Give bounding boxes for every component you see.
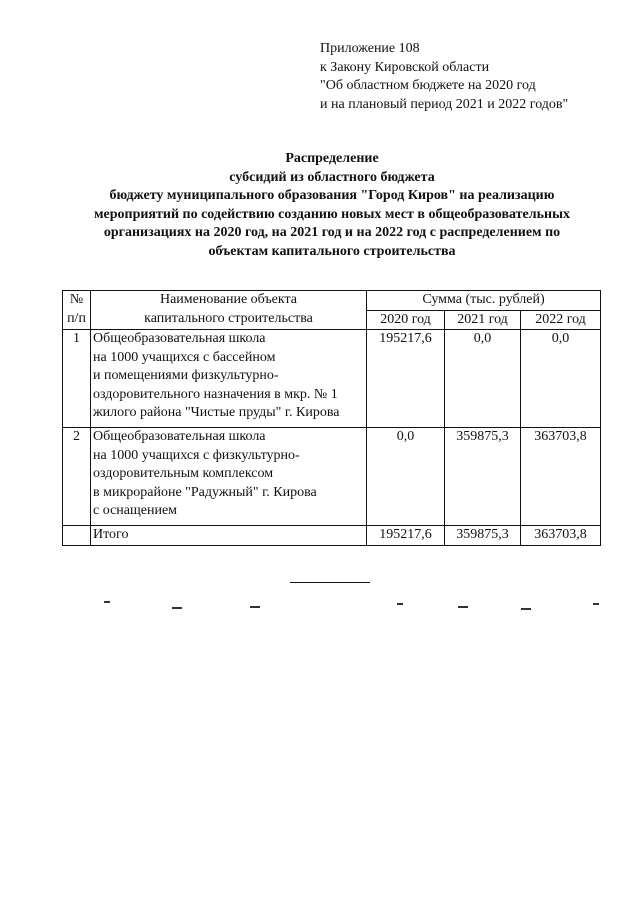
total-value-2021: 359875,3 — [445, 526, 521, 546]
appendix-header — [320, 40, 568, 114]
scan-speck — [397, 603, 403, 605]
table-header-row-1 — [63, 291, 601, 311]
row-value-2021: 359875,3 — [445, 428, 521, 526]
table-row — [63, 428, 601, 526]
total-value-2020: 195217,6 — [367, 526, 445, 546]
total-num — [63, 526, 91, 546]
subsidy-table — [62, 290, 601, 546]
scan-speck — [104, 601, 110, 603]
end-divider — [290, 582, 370, 583]
document-title — [0, 150, 640, 262]
header-name — [91, 291, 367, 330]
total-label: Итого — [91, 526, 367, 546]
row-name-line: на 1000 учащихся с бассейном — [93, 349, 276, 365]
row-name-line: Общеобразовательная школа — [93, 331, 266, 346]
scan-speck — [593, 603, 599, 605]
appendix-line-4: и на плановый период 2021 и 2022 годов" — [320, 96, 569, 112]
header-year-2021: 2021 год — [445, 310, 521, 330]
total-value-2022: 363703,8 — [521, 526, 601, 546]
row-value-2022: 0,0 — [521, 330, 601, 428]
row-name-line: жилого района "Чистые пруды" г. Кирова — [93, 405, 340, 420]
title-line-5: организациях на 2020 год, на 2021 год и на 2022 год с распределением по — [103, 225, 561, 241]
row-value-2021: 0,0 — [445, 330, 521, 428]
scan-speck — [172, 607, 182, 609]
total-row — [63, 526, 601, 546]
header-sum: Сумма (тыс. рублей) — [367, 291, 601, 311]
title-line-2: субсидий из областного бюджета — [229, 169, 435, 185]
scan-speck — [458, 606, 468, 608]
header-num-line-2: п/п — [67, 310, 86, 326]
row-value-2022: 363703,8 — [521, 428, 601, 526]
row-name-line: оздоровительного назначения в мкр. № 1 — [93, 386, 338, 402]
header-name-line-1: Наименование объекта — [159, 292, 298, 307]
header-num — [63, 291, 91, 330]
scan-speck — [250, 606, 260, 608]
row-name — [91, 428, 367, 526]
row-name — [91, 330, 367, 428]
row-name-line: Общеобразовательная школа — [93, 429, 266, 444]
title-line-1: Распределение — [285, 151, 379, 166]
header-name-line-2: капитального строительства — [144, 310, 313, 326]
row-name-line: на 1000 учащихся с физкультурно- — [93, 447, 300, 463]
appendix-line-3: "Об областном бюджете на 2020 год — [320, 78, 536, 93]
title-line-4: мероприятий по содействию созданию новых мест в общеобразовательных — [93, 206, 571, 222]
title-line-6: объектам капитального строительства — [208, 243, 456, 259]
row-num: 2 — [63, 428, 91, 526]
row-name-line: оздоровительным комплексом — [93, 466, 274, 481]
scan-speck — [521, 608, 531, 610]
header-year-2022: 2022 год — [521, 310, 601, 330]
table-row — [63, 330, 601, 428]
row-value-2020: 195217,6 — [367, 330, 445, 428]
row-value-2020: 0,0 — [367, 428, 445, 526]
header-year-2020: 2020 год — [367, 310, 445, 330]
row-num: 1 — [63, 330, 91, 428]
appendix-line-2: к Закону Кировской области — [320, 59, 490, 75]
row-name-line: с оснащением — [93, 503, 178, 518]
title-line-3: бюджету муниципального образования "Город Киров" на реализацию — [109, 188, 555, 204]
row-name-line: в микрорайоне "Радужный" г. Кирова — [93, 484, 317, 500]
row-name-line: и помещениями физкультурно- — [93, 368, 279, 383]
appendix-line-1: Приложение 108 — [320, 41, 420, 56]
header-num-line-1: № — [69, 292, 84, 307]
